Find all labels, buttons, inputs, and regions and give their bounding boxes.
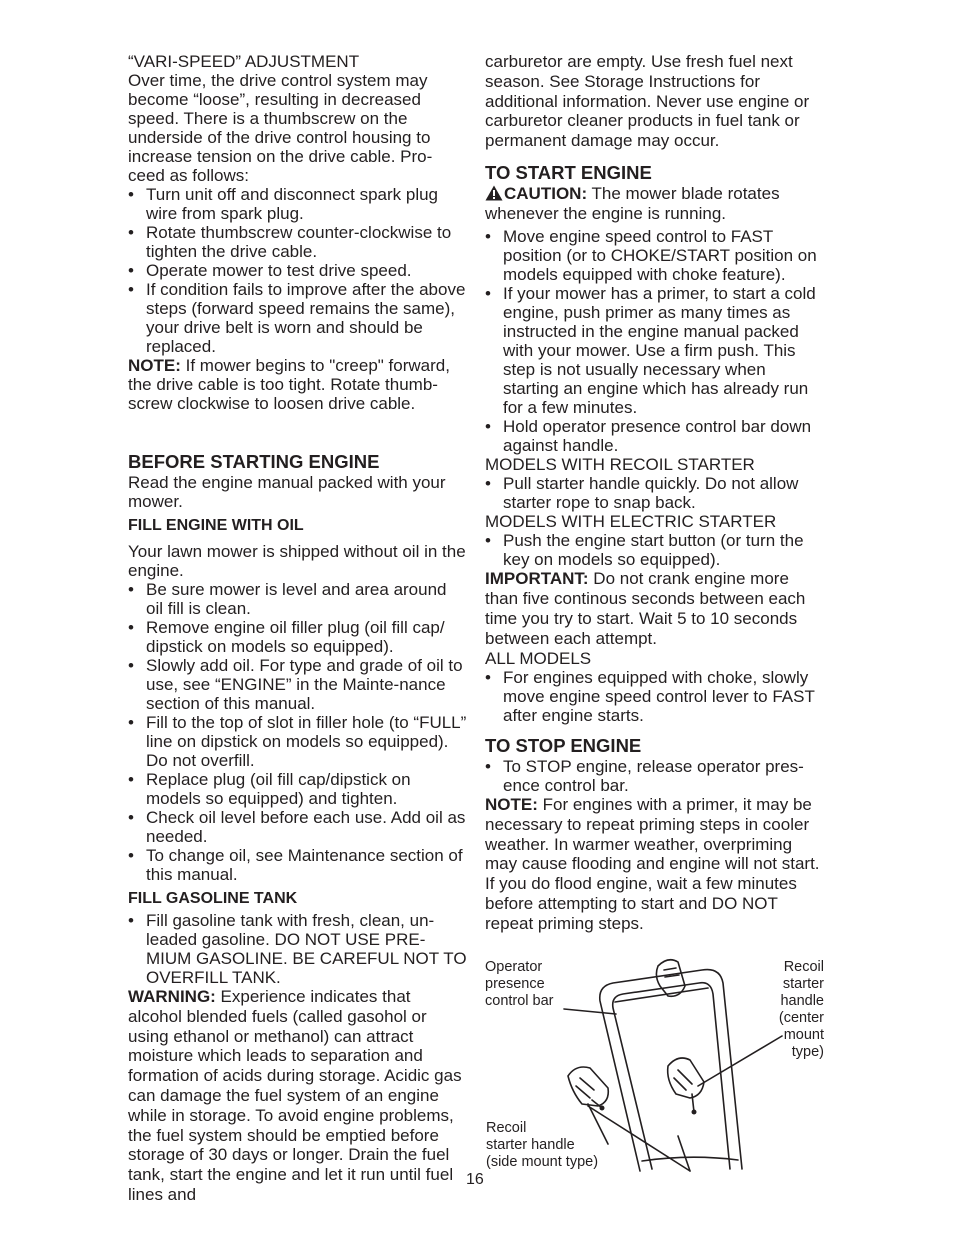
all-models-steps [485,668,825,725]
fuel-continued-text: carburetor are empty. Use fresh fuel next season. See Storage Instructions for additional information. Never use engine or carburetor cleaner products in fuel tank or permanent damage may occur. [485,52,810,151]
list-item: • Be sure mower is level and area around oil fill is clean. [128,580,468,618]
label-recoil-center-mount: Recoil starter handle (center mount type) [778,959,824,1060]
list-item: • Check oil level before each use. Add oil as needed. [128,808,468,846]
mower-handle-figure [480,956,830,1176]
caution-text: The mower blade rotates whenever the engine is running. [485,183,780,223]
page-number: 16 [466,1171,484,1188]
fill-gas-heading: FILL GASOLINE TANK [128,890,298,907]
fill-gas-steps [128,911,468,987]
warning-label: WARNING: [128,987,216,1006]
list-item: • Fill gasoline tank with fresh, clean, un-leaded gasoline. DO NOT USE PRE-MIUM GASOLINE. BE CAREFUL NOT TO OVERFILL TANK. [128,911,468,987]
start-engine-steps [485,227,825,455]
important-label: IMPORTANT: [485,568,589,588]
left-column [128,52,468,1205]
start-engine-heading: TO START ENGINE [485,161,652,183]
vari-speed-intro: Over time, the drive control system may become “loose”, resulting in decreased speed. There is a thumbscrew on the underside of the drive control housing to increase tension on the drive cable. Pro-ceed as follows: [128,71,433,185]
fill-oil-intro: Your lawn mower is shipped without oil in the engine. [128,542,466,580]
fill-oil-steps [128,580,468,884]
important-paragraph [485,569,825,649]
note-text: If mower begins to "creep" forward, the drive cable is too tight. Rotate thumb-screw clockwise to loosen drive cable. [128,356,450,413]
list-item: • Fill to the top of slot in filler hole (to “FULL” line on dipstick on models so equipped). Do not overfill. [128,713,468,770]
list-item: • Move engine speed control to FAST position (or to CHOKE/START position on models equipped with choke feature). [485,227,825,284]
list-item: • Remove engine oil filler plug (oil fill cap/ dipstick on models so equipped). [128,618,468,656]
before-starting-intro: Read the engine manual packed with your mower. [128,473,446,511]
right-column [485,52,825,934]
list-item: • To change oil, see Maintenance section of this manual. [128,846,468,884]
stop-engine-steps [485,757,825,795]
priming-note [485,795,825,934]
warning-text: Experience indicates that alcohol blended fuels (called gasohol or using ethanol or methanol) can attract moisture which leads to separation and formation of acids during storage. Acidic gas can damage the fuel system of an engine while in storage. To avoid engine problems, the fuel system should be emptied before storage of 30 days or longer. Drain the fuel tank, start the engine and let it run until fuel lines and [128,987,462,1204]
list-item: • Hold operator presence control bar down against handle. [485,417,825,455]
recoil-models-heading: MODELS WITH RECOIL STARTER [485,454,755,474]
electric-models-heading: MODELS WITH ELECTRIC STARTER [485,511,777,531]
note-label: NOTE: [128,356,181,375]
important-text: Do not crank engine more than five continous seconds between each time you try to start. Wait 5 to 10 seconds between each attempt. [485,568,806,648]
warning-triangle-icon [485,185,503,201]
vari-speed-steps [128,185,468,356]
caution-label: CAUTION: [504,183,588,203]
warning-paragraph [128,987,468,1205]
vari-speed-note [128,356,468,413]
note-label: NOTE: [485,794,538,814]
note-text: For engines with a primer, it may be necessary to repeat priming steps in cooler weather. In warmer weather, overpriming may cause flooding and engine will not start. If you do flood engine, wait a few minutes before attempting to start and DO NOT repeat priming steps. [485,794,820,933]
list-item: • Replace plug (oil fill cap/dipstick on models so equipped) and tighten. [128,770,468,808]
fill-oil-heading: FILL ENGINE WITH OIL [128,517,304,534]
list-item: • Turn unit off and disconnect spark plug wire from spark plug. [128,185,468,223]
list-item: • Push the engine start button (or turn the key on models so equipped). [485,531,825,569]
recoil-steps [485,474,825,512]
all-models-heading: ALL MODELS [485,648,592,668]
before-starting-heading: BEFORE STARTING ENGINE [128,451,380,472]
list-item: • If condition fails to improve after the above steps (forward speed remains the same), your drive belt is worn and should be replaced. [128,280,468,356]
list-item: • Operate mower to test drive speed. [128,261,468,280]
list-item: • Slowly add oil. For type and grade of oil to use, see “ENGINE” in the Mainte-nance section of this manual. [128,656,468,713]
electric-steps [485,531,825,569]
list-item: • To STOP engine, release operator pres-ence control bar. [485,757,825,795]
stop-engine-heading: TO STOP ENGINE [485,734,642,756]
vari-speed-title: “VARI-SPEED” ADJUSTMENT [128,52,360,71]
list-item: • For engines equipped with choke, slowly move engine speed control lever to FAST after engine starts. [485,668,825,725]
label-recoil-side-mount: Recoil starter handle (side mount type) [486,1120,599,1170]
list-item: • Pull starter handle quickly. Do not allow starter rope to snap back. [485,474,825,512]
caution-paragraph [485,184,825,224]
list-item: • If your mower has a primer, to start a cold engine, push primer as many times as instructed in the engine manual packed with your mower. Use a firm push. This step is not usually necessary when starting an engine which has already run for a few minutes. [485,284,825,417]
label-operator-presence-bar: Operator presence control bar [485,959,554,1009]
list-item: • Rotate thumbscrew counter-clockwise to tighten the drive cable. [128,223,468,261]
